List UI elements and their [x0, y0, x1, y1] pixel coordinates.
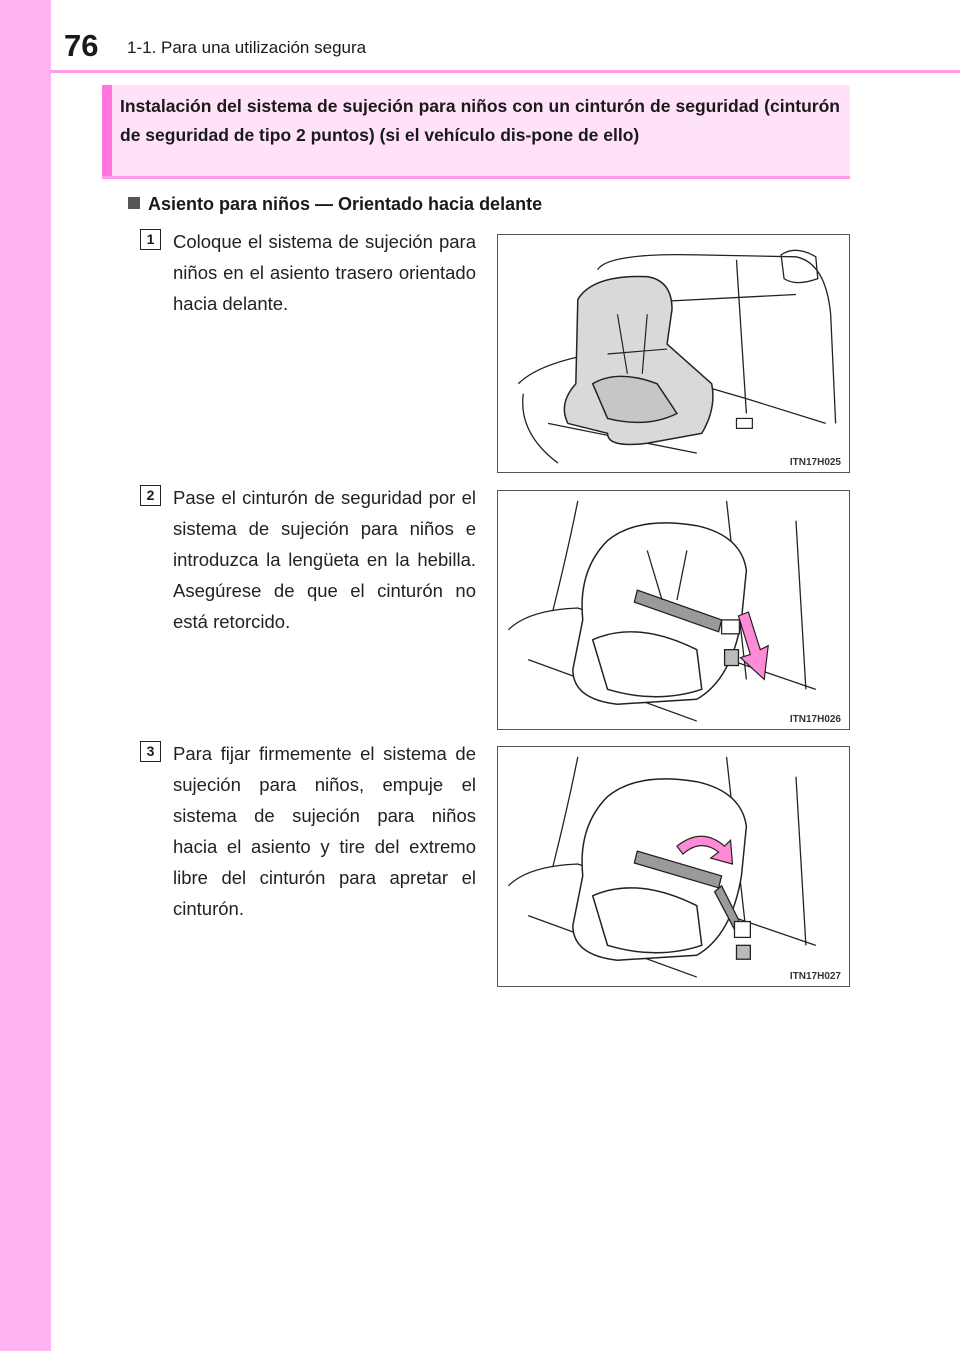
header-rule	[51, 70, 960, 73]
figure-1	[497, 234, 850, 473]
left-margin-band	[0, 0, 51, 1351]
step-number-1: 1	[140, 229, 161, 250]
child-seat-placement-illustration	[498, 235, 849, 472]
section-accent-bar	[102, 85, 112, 176]
step-text-2: Pase el cinturón de seguridad por el sistema de sujeción para niños e introduzca la lengüeta en la hebilla. Asegúrese de que el cinturón no está retorcido.	[173, 487, 476, 632]
section-title: Instalación del sistema de sujeción para niños con un cinturón de seguridad (cinturón de seguridad de tipo 2 puntos) (si el vehículo dis-pone de ello)	[120, 96, 840, 145]
step-text-1: Coloque el sistema de sujeción para niños en el asiento trasero orientado hacia delante.	[173, 231, 476, 314]
step-number-3: 3	[140, 741, 161, 762]
belt-tightening-illustration	[498, 747, 849, 986]
figure-code: ITN17H025	[789, 457, 841, 468]
page-number: 76	[64, 28, 99, 63]
chapter-title: 1-1. Para una utilización segura	[127, 38, 367, 57]
step-number-2: 2	[140, 485, 161, 506]
step-text-3: Para fijar firmemente el sistema de sujeción para niños, empuje el sistema de sujeción para niños hacia el asiento y tire del extremo libre del cinturón para apretar el cinturón.	[173, 743, 476, 919]
figure-2	[497, 490, 850, 730]
section-title-box	[102, 85, 850, 179]
subheading	[128, 193, 542, 215]
figure-3	[497, 746, 850, 987]
bullet-square-icon	[128, 197, 140, 209]
figure-code: ITN17H027	[789, 971, 841, 982]
figure-code: ITN17H026	[789, 714, 841, 725]
subheading-text: Asiento para niños — Orientado hacia delante	[148, 194, 543, 214]
belt-routing-illustration	[498, 491, 849, 729]
